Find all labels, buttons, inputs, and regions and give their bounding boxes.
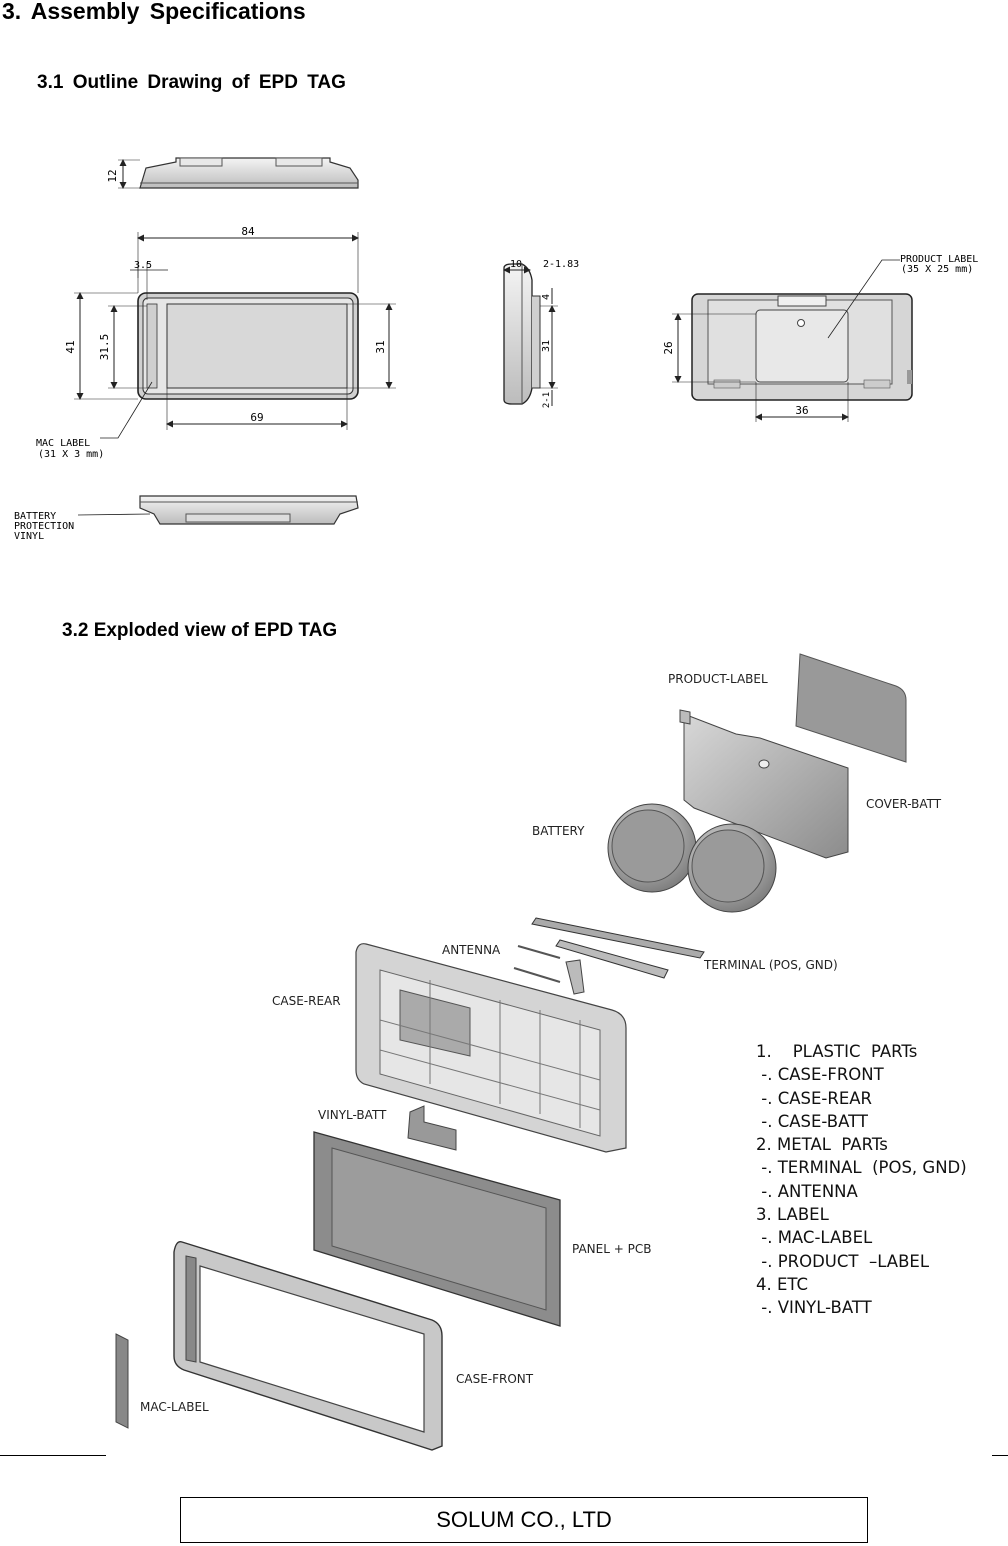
dim-side-offset: 2-1.83 (543, 259, 580, 270)
legend-line: 4. ETC (756, 1274, 809, 1294)
label-vinyl-batt: VINYL-BATT (318, 1108, 387, 1122)
footer-rule-right (992, 1455, 1008, 1456)
legend-line: -. CASE-FRONT (756, 1065, 884, 1085)
dim-side-depth: 10 (509, 259, 523, 270)
legend-line: 1. PLASTIC PARTs (756, 1042, 918, 1061)
dim-margin: 3.5 (133, 260, 153, 271)
page-heading: 3. Assembly Specifications (2, 0, 306, 24)
legend-line: -. PRODUCT –LABEL (756, 1251, 930, 1271)
footer-company: SOLUM CO., LTD (180, 1497, 868, 1543)
product-label-size: (35 X 25 mm) (901, 264, 974, 275)
legend-line: -. VINYL-BATT (756, 1298, 872, 1318)
front-view (36, 225, 396, 460)
legend-line: 3. LABEL (756, 1205, 829, 1225)
dim-inner-height: 31.5 (98, 333, 111, 361)
battery-vinyl-callout-1: BATTERY (14, 511, 57, 522)
mac-label-callout: MAC LABEL (36, 438, 91, 449)
top-side-view (106, 158, 358, 188)
legend-line: 2. METAL PARTs (756, 1135, 888, 1155)
label-battery: BATTERY (532, 824, 585, 838)
label-mac-label: MAC-LABEL (140, 1400, 209, 1414)
legend-line: -. MAC-LABEL (756, 1228, 873, 1248)
dim-side-mid: 31 (541, 339, 552, 353)
label-product-label: PRODUCT-LABEL (668, 672, 768, 686)
dim-rear-height: 26 (662, 341, 675, 355)
dim-rear-width: 36 (795, 404, 809, 417)
label-case-rear: CASE-REAR (272, 994, 341, 1008)
dim-side-bot: 2-1 (542, 391, 552, 409)
case-rear-part (356, 944, 626, 1152)
label-panel-pcb: PANEL + PCB (572, 1242, 652, 1256)
legend-line: -. CASE-REAR (756, 1088, 872, 1108)
legend-line: -. ANTENNA (756, 1181, 858, 1201)
side-view (504, 259, 579, 408)
section-outline-title: 3.1 Outline Drawing of EPD TAG (37, 72, 346, 93)
battery-vinyl-callout-3: VINYL (14, 531, 45, 542)
legend-line: -. TERMINAL (POS, GND) (756, 1158, 967, 1178)
dim-thickness: 12 (106, 169, 119, 183)
rear-view (662, 254, 978, 422)
label-terminal: TERMINAL (POS, GND) (704, 958, 838, 972)
dim-side-top: 4 (541, 293, 552, 301)
terminal-part (532, 918, 704, 978)
mac-label-size: (31 X 3 mm) (38, 449, 105, 460)
dim-width: 84 (241, 225, 255, 238)
footer-rule-left (0, 1455, 106, 1456)
label-case-front: CASE-FRONT (456, 1372, 534, 1386)
parts-legend (756, 1040, 967, 1320)
bottom-side-view (14, 496, 358, 542)
label-antenna: ANTENNA (442, 943, 501, 957)
dim-display-height: 31 (374, 340, 387, 354)
outline-drawing (0, 140, 1008, 560)
label-cover-batt: COVER-BATT (866, 797, 942, 811)
legend-line: -. CASE-BATT (756, 1111, 868, 1131)
battery-vinyl-callout-2: PROTECTION (14, 521, 75, 532)
vinyl-batt-part (408, 1106, 456, 1150)
product-label-part (796, 654, 906, 762)
dim-height: 41 (64, 340, 77, 354)
dim-display-width: 69 (250, 411, 264, 424)
mac-label-part (116, 1334, 128, 1428)
product-label-callout: PRODUCT LABEL (900, 254, 979, 265)
section-exploded-title: 3.2 Exploded view of EPD TAG (62, 620, 338, 641)
